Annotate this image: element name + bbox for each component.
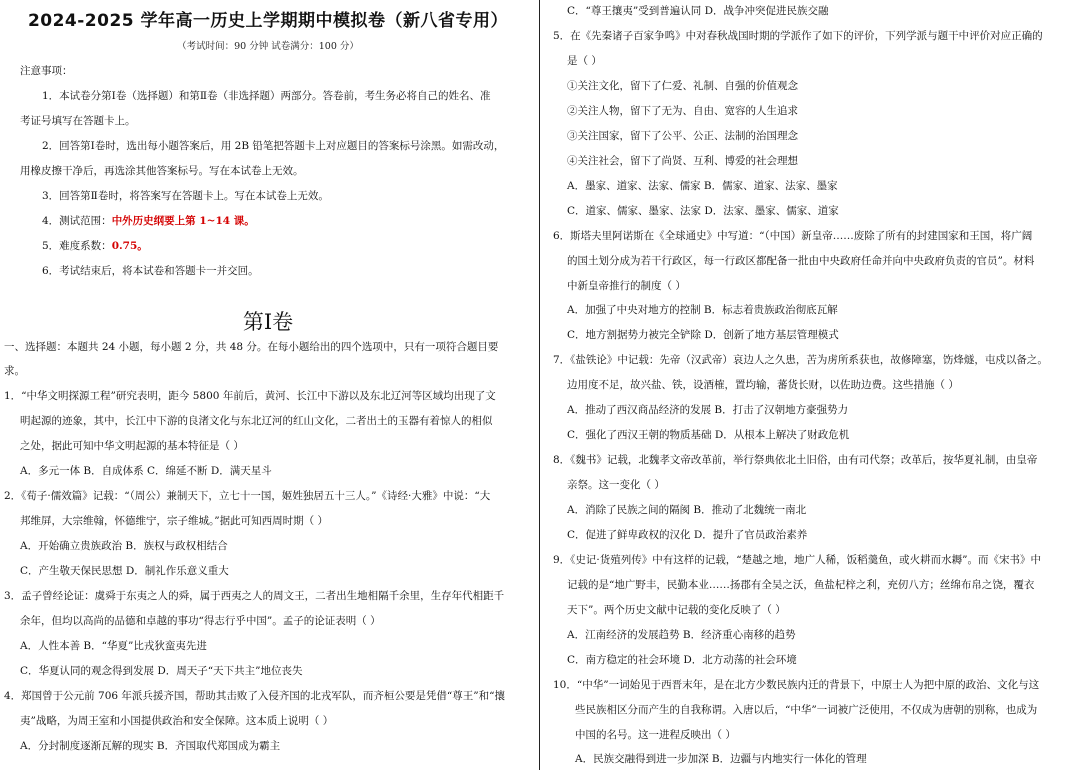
note-2-line-2: 用橡皮擦干净后，再选涂其他答案标号。写在本试卷上无效。 bbox=[20, 165, 304, 177]
section-title: 第Ⅰ卷 bbox=[242, 310, 294, 334]
q1-options: A．多元一体 B．自成体系 C．绵延不断 D．满天星斗 bbox=[20, 465, 272, 477]
q6-options-cd: C．地方割据势力被完全铲除 D．创新了地方基层管理模式 bbox=[567, 329, 839, 341]
note-6: 6．考试结束后，将本试卷和答题卡一并交回。 bbox=[42, 265, 259, 277]
q10-line-3: 中国的名号。这一进程反映出（ ） bbox=[575, 729, 736, 741]
q7-options-cd: C．强化了西汉王朝的物质基础 D．从根本上解决了财政危机 bbox=[567, 429, 850, 441]
q5-statement-1: ①关注文化，留下了仁爱、礼制、自强的价值观念 bbox=[567, 80, 798, 92]
q6-line-2: 的国土划分成为若干行政区，每一行政区都配备一批由中央政府任命并向中央政府负责的官员”。材料 bbox=[567, 255, 1035, 267]
q5-statement-2: ②关注人物，留下了无为、自由、宽容的人生追求 bbox=[567, 105, 798, 117]
q7-options-ab: A．推动了西汉商品经济的发展 B．打击了汉朝地方豪强势力 bbox=[567, 404, 849, 416]
q1-line-2: 明起源的迹象，其中，长江中下游的良渚文化与东北辽河的红山文化，二者出土的玉器有着惊人的相似 bbox=[20, 415, 493, 427]
q7-line-1: 7．《盐铁论》中记载：先帝（汉武帝）哀边人之久患，苦为虏所系获也，故修障塞，饬烽燧，屯戍以备之。 bbox=[553, 354, 1048, 366]
note-5 bbox=[42, 239, 148, 253]
q4-line-2: 夷”战略，为周王室和小国提供政治和安全保障。这本质上说明（ ） bbox=[20, 715, 334, 727]
q3-options-ab: A．人性本善 B．“华夏”比戎狄蛮夷先进 bbox=[20, 640, 207, 652]
q1-line-3: 之处，据此可知中华文明起源的基本特征是（ ） bbox=[20, 440, 244, 452]
q5-statement-3: ③关注国家，留下了公平、公正、法制的治国理念 bbox=[567, 130, 798, 142]
q2-options-ab: A．开始确立贵族政治 B．族权与政权相结合 bbox=[20, 540, 228, 552]
test-scope: 中外历史纲要上第 1~14 课。 bbox=[111, 215, 255, 227]
q9-line-1: 9．《史记·货殖列传》中有这样的记载，“楚越之地，地广人稀，饭稻羹鱼，或火耕而水耨”。而《宋书》中 bbox=[553, 554, 1042, 566]
q7-line-2: 边用度不足，故兴盐、铁，设酒榷，置均输，蕃货长财，以佐助边费。这些措施（ ） bbox=[567, 379, 959, 391]
q8-line-1: 8．《魏书》记载，北魏孝文帝改革前，举行祭典依北土旧俗，由有司代祭；改革后，按华夏礼制，由皇帝 bbox=[553, 454, 1038, 466]
q2-line-1: 2．《荀子·儒效篇》记载：“（周公）兼制天下，立七十一国，姬姓独居五十三人。”《诗经·大雅》中说：“大 bbox=[4, 490, 491, 502]
exam-title: 2024-2025 学年高一历史上学期期中模拟卷（新八省专用） bbox=[27, 11, 509, 31]
q10-options-ab: A．民族交融得到进一步加深 B．边疆与内地实行一体化的管理 bbox=[575, 753, 867, 765]
section-intro-line-1: 一、选择题：本题共 24 小题，每小题 2 分，共 48 分。在每小题给出的四个选项中，只有一项符合题目要 bbox=[4, 341, 499, 353]
notes-heading: 注意事项： bbox=[20, 65, 73, 77]
q5-options-cd: C．道家、儒家、墨家、法家 D．法家、墨家、儒家、道家 bbox=[567, 205, 839, 217]
q2-line-2: 邦维屏，大宗维翰，怀德维宁，宗子维城。”据此可知西周时期（ ） bbox=[20, 515, 328, 527]
q8-options-ab: A．消除了民族之间的隔阂 B．推动了北魏统一南北 bbox=[567, 504, 807, 516]
note-2-line-1: 2．回答第Ⅰ卷时，选出每小题答案后，用 2B 铅笔把答题卡上对应题目的答案标号涂黑。如需改动， bbox=[42, 140, 505, 152]
q10-line-2: 些民族相区分而产生的自我称谓。入唐以后，“中华”一词被广泛使用，不仅成为唐朝的别称，也成为 bbox=[575, 704, 1038, 716]
note-4 bbox=[42, 214, 255, 228]
q5-options-ab: A．墨家、道家、法家、儒家 B．儒家、道家、法家、墨家 bbox=[567, 180, 838, 192]
difficulty-value: 0.75。 bbox=[111, 240, 148, 252]
q8-line-2: 亲祭。这一变化（ ） bbox=[567, 479, 665, 491]
q4-options-cd: C．“尊王攘夷”受到普遍认同 D．战争冲突促进民族交融 bbox=[567, 5, 829, 17]
q1-line-1: 1．“中华文明探源工程”研究表明，距今 5800 年前后，黄河、长江中下游以及东北辽河等区域均出现了文 bbox=[4, 390, 496, 402]
q5-line-2: 是（ ） bbox=[567, 55, 602, 67]
q9-line-2: 记载的是“地广野丰，民勤本业……扬郡有全吴之沃，鱼盐杞梓之利，充仞八方；丝绵布帛之饶，覆衣 bbox=[567, 579, 1035, 591]
q6-options-ab: A．加强了中央对地方的控制 B．标志着贵族政治彻底瓦解 bbox=[567, 304, 838, 316]
q9-options-ab: A．江南经济的发展趋势 B．经济重心南移的趋势 bbox=[567, 629, 796, 641]
q4-line-1: 4．郑国曾于公元前 706 年派兵援齐国，帮助其击败了入侵齐国的北戎军队，而齐桓公要是凭借“尊王”和“攘 bbox=[4, 690, 505, 702]
q2-options-cd: C．产生敬天保民思想 D．制礼作乐意义重大 bbox=[20, 565, 229, 577]
note-1-line-1: 1．本试卷分第Ⅰ卷（选择题）和第Ⅱ卷（非选择题）两部分。答卷前，考生务必将自己的姓名、准 bbox=[42, 90, 491, 102]
q8-options-cd: C．促进了鲜卑政权的汉化 D．提升了官员政治素养 bbox=[567, 529, 808, 541]
q5-statement-4: ④关注社会，留下了尚贤、互利、博爱的社会理想 bbox=[567, 155, 798, 167]
q6-line-3: 中新皇帝推行的制度（ ） bbox=[567, 280, 686, 292]
exam-subtitle: （考试时间：90 分钟 试卷满分：100 分） bbox=[177, 41, 359, 52]
note-5-label: 5．难度系数： bbox=[42, 240, 112, 252]
q10-line-1: 10．“中华”一词始见于西晋末年，是在北方少数民族内迁的背景下，中原士人为把中原的政治、文化与这 bbox=[553, 679, 1040, 691]
q9-line-3: 天下”。两个历史文献中记载的变化反映了（ ） bbox=[567, 604, 786, 616]
column-divider bbox=[539, 0, 540, 770]
q4-options-ab: A．分封制度逐渐瓦解的现实 B．齐国取代郑国成为霸主 bbox=[20, 740, 281, 752]
q3-line-2: 余年，但均以高尚的品德和卓越的事功“得志行乎中国”。孟子的论证表明（ ） bbox=[20, 615, 381, 627]
note-4-label: 4．测试范围： bbox=[42, 215, 112, 227]
note-3: 3．回答第Ⅱ卷时，将答案写在答题卡上。写在本试卷上无效。 bbox=[42, 190, 329, 202]
q9-options-cd: C．南方稳定的社会环境 D．北方动荡的社会环境 bbox=[567, 654, 797, 666]
note-1-line-2: 考证号填写在答题卡上。 bbox=[20, 115, 136, 127]
section-intro-line-2: 求。 bbox=[4, 365, 25, 377]
q6-line-1: 6．斯塔夫里阿诺斯在《全球通史》中写道：“（中国）新皇帝……废除了所有的封建国家和王国，将广阔 bbox=[553, 230, 1033, 242]
q3-line-1: 3．孟子曾经论证：虞舜于东夷之人的舜，属于西夷之人的周文王，二者出生地相隔千余里，生存年代相距千 bbox=[4, 590, 505, 602]
q3-options-cd: C．华夏认同的观念得到发展 D．周天子“天下共主”地位丧失 bbox=[20, 665, 303, 677]
q5-line-1: 5．在《先秦诸子百家争鸣》中对春秋战国时期的学派作了如下的评价，下列学派与题干中评价对应正确的 bbox=[553, 30, 1043, 42]
